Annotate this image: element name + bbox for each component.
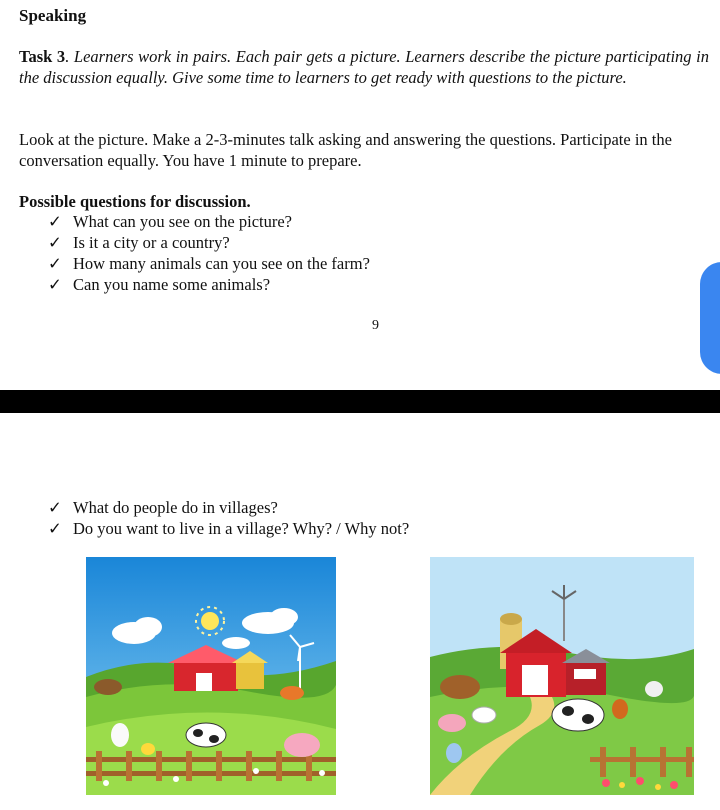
question-text: How many animals can you see on the farm? [73,254,370,273]
list-item [48,518,409,539]
list-item [48,232,370,253]
task-paragraph [19,46,709,88]
instructions-paragraph: Look at the picture. Make a 2-3-minutes talk asking and answering the questions. Participate in the conversation equally. You have 1 minute to prepare. [19,130,672,170]
farm-illustration-1 [86,557,336,795]
list-item [48,497,409,518]
list-item [48,211,370,232]
list-item [48,274,370,295]
question-text: Can you name some animals? [73,275,271,294]
question-text: What can you see on the picture? [73,212,292,231]
check-icon: ✓ [48,519,62,538]
check-icon: ✓ [48,212,62,231]
scroll-handle[interactable] [700,262,720,374]
question-text: Is it a city or a country? [73,233,230,252]
list-item [48,253,370,274]
questions-list-page-1 [48,211,370,295]
task-text: . Learners work in pairs. Each pair gets a picture. Learners describe the picture participating in the discussion equally. Give some time to learners to get ready with questions to the picture. [19,47,709,87]
task-label: Task 3 [19,47,66,66]
check-icon: ✓ [48,275,62,294]
check-icon: ✓ [48,233,62,252]
question-text: What do people do in villages? [73,498,278,517]
question-text: Do you want to live in a village? Why? / Why not? [73,519,410,538]
check-icon: ✓ [48,498,62,517]
page-number: 9 [372,318,379,333]
page-divider [0,390,720,413]
questions-list-page-2 [48,497,409,539]
section-heading: Speaking [19,6,87,25]
questions-heading: Possible questions for discussion. [19,192,251,211]
document-page-1 [0,0,720,390]
farm-illustration-2 [430,557,694,795]
check-icon: ✓ [48,254,62,273]
